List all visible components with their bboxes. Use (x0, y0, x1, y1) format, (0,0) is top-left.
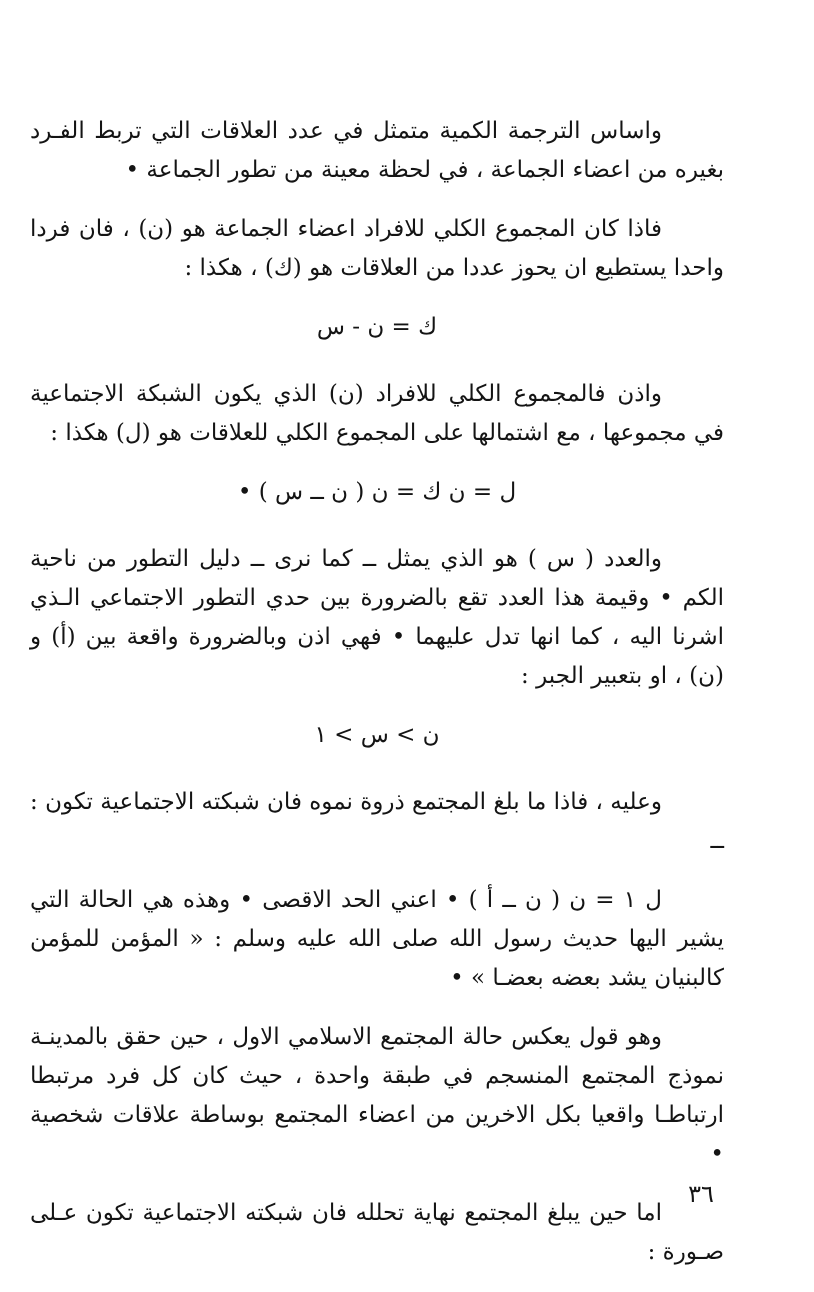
page-number: ٣٦ (688, 1180, 714, 1208)
paragraph-peak-growth: وعليه ، فاذا ما بلغ المجتمع ذروة نموه فان شبكته الاجتماعية تكون : ــ (30, 789, 724, 854)
paragraph-quantitative-translation: واساس الترجمة الكمية متمثل في عدد العلاقات التي تربط الفـرد بغيره من اعضاء الجماعة ، في لحظة معينة من تطور الجماعة • (30, 118, 724, 183)
formula-l: ل = ن ك = ن ( ن ــ س ) • (237, 479, 517, 505)
paragraph-group-total: فاذا كان المجموع الكلي للافراد اعضاء الجماعة هو (ن) ، فان فردا واحدا يستطيع ان يحوز عددا من العلاقات هو (ك) ، هكذا : (30, 216, 724, 281)
formula-k: ك = ن - س (316, 314, 438, 340)
paragraph-social-network: واذن فالمجموع الكلي للافراد (ن) الذي يكون الشبكة الاجتماعية في مجموعها ، مع اشتمالها على المجموع الكلي للعلاقات هو (ل) هكذا : (30, 381, 724, 446)
paragraph-number-s: والعدد ( س ) هو الذي يمثل ــ كما نرى ــ دليل التطور من ناحية الكم • وقيمة هذا العدد تقع بالضرورة بين حدي التطور الاجتماعي الـذي اشرنا اليه ، كما انها تدل عليهما • فهي اذن وبالضرورة واقعة بين (أ) و (ن) ، او بتعبير الجبر : (30, 546, 724, 689)
formula-inequality: ن > س > ١ (314, 722, 440, 748)
page-body (30, 112, 724, 1292)
paragraph-dissolution: اما حين يبلغ المجتمع نهاية تحلله فان شبكته الاجتماعية تكون عـلى صـورة : (30, 1200, 724, 1265)
paragraph-maximum-limit: ل ١ = ن ( ن ــ أ ) • اعني الحد الاقصى • وهذه هي الحالة التي يشير اليها حديث رسول الله صلى الله عليه وسلم : « المؤمن للمؤمن كالبنيان يشد بعضه بعضـا » • (30, 887, 724, 991)
paragraph-early-society: وهو قول يعكس حالة المجتمع الاسلامي الاول ، حين حقق بالمدينـة نموذج المجتمع المنسجم في طبقة واحدة ، حيث كان كل فرد مرتبطا ارتباطـا واقعيا بكل الاخرين من اعضاء المجتمع بوساطة علاقات شخصية • (30, 1024, 724, 1167)
